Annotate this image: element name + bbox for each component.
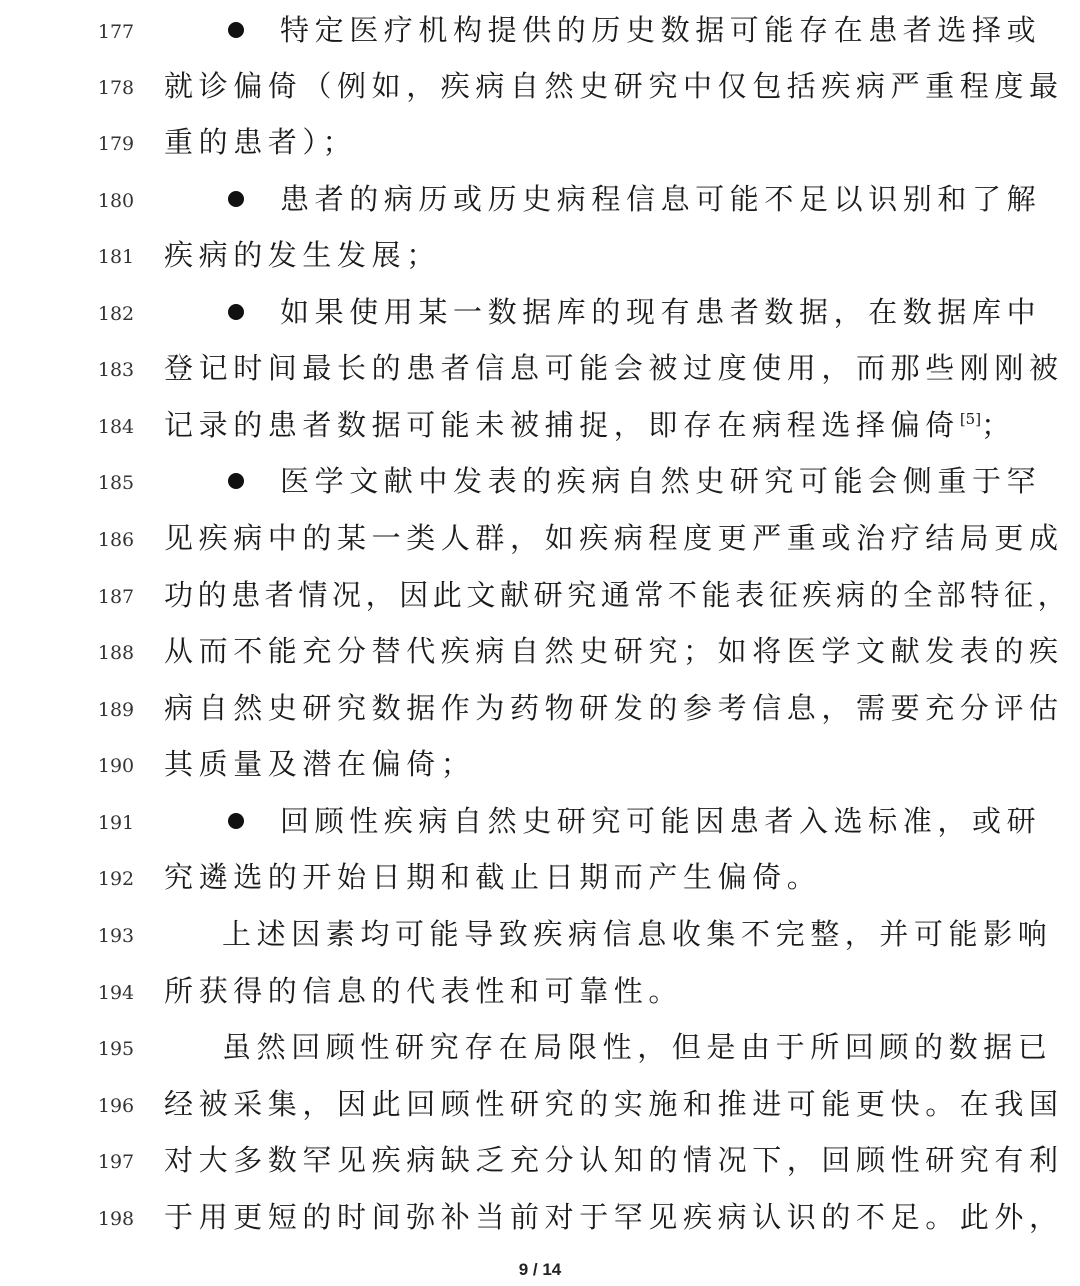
line-number: 188 <box>97 642 135 664</box>
line-text: 究遴选的开始日期和截止日期而产生偏倚。 <box>164 860 822 894</box>
line-number: 177 <box>97 21 135 43</box>
text-line <box>0 114 1080 170</box>
line-text <box>164 397 1016 453</box>
line-text-tail: ； <box>981 408 1016 442</box>
line-text-main: 记录的患者数据可能未被捕捉，即存在病程选择偏倚 <box>164 408 960 442</box>
line-number: 194 <box>97 982 135 1004</box>
line-text: 病自然史研究数据作为药物研发的参考信息，需要充分评估 <box>164 691 1064 725</box>
line-text: 患者的病历或历史病程信息可能不足以识别和了解 <box>280 182 1042 216</box>
text-line <box>0 284 1080 340</box>
bullet-icon <box>228 304 244 320</box>
line-number: 185 <box>97 472 135 494</box>
text-line <box>0 340 1080 396</box>
line-number: 196 <box>97 1095 135 1117</box>
text-line <box>0 906 1080 962</box>
line-number: 193 <box>97 925 135 947</box>
line-text: 如果使用某一数据库的现有患者数据，在数据库中 <box>280 295 1042 329</box>
text-line <box>0 1076 1080 1132</box>
text-line <box>0 849 1080 905</box>
line-text: 见疾病中的某一类人群，如疾病程度更严重或治疗结局更成 <box>164 521 1064 555</box>
bullet-icon <box>228 813 244 829</box>
line-number: 182 <box>97 303 135 325</box>
line-number: 190 <box>97 755 135 777</box>
line-text: 虽然回顾性研究存在局限性，但是由于所回顾的数据已 <box>222 1030 1053 1064</box>
bullet-icon <box>228 473 244 489</box>
text-line <box>0 1189 1080 1245</box>
line-text: 就诊偏倚（例如，疾病自然史研究中仅包括疾病严重程度最 <box>164 69 1064 103</box>
line-text: 特定医疗机构提供的历史数据可能存在患者选择或 <box>280 13 1042 47</box>
line-number: 180 <box>97 190 135 212</box>
line-text: 其质量及潜在偏倚； <box>164 747 476 781</box>
page-indicator: 9 / 14 <box>518 1260 562 1279</box>
text-line <box>0 623 1080 679</box>
text-line <box>0 2 1080 58</box>
line-number: 186 <box>97 529 135 551</box>
line-text: 医学文献中发表的疾病自然史研究可能会侧重于罕 <box>280 464 1042 498</box>
text-line <box>0 736 1080 792</box>
line-text: 于用更短的时间弥补当前对于罕见疾病认识的不足。此外， <box>164 1200 1064 1234</box>
line-text: 所获得的信息的代表性和可靠性。 <box>164 974 684 1008</box>
line-text: 登记时间最长的患者信息可能会被过度使用，而那些刚刚被 <box>164 351 1064 385</box>
line-text: 回顾性疾病自然史研究可能因患者入选标准，或研 <box>280 804 1042 838</box>
line-text: 疾病的发生发展； <box>164 238 441 272</box>
bullet-icon <box>228 22 244 38</box>
line-number: 178 <box>97 77 135 99</box>
line-number: 192 <box>97 868 135 890</box>
text-line <box>0 397 1080 453</box>
line-number: 187 <box>97 586 135 608</box>
line-text: 上述因素均可能导致疾病信息收集不完整，并可能影响 <box>222 917 1053 951</box>
line-text: 从而不能充分替代疾病自然史研究；如将医学文献发表的疾 <box>164 634 1064 668</box>
text-line <box>0 510 1080 566</box>
text-line <box>0 227 1080 283</box>
line-number: 184 <box>97 416 135 438</box>
line-number: 197 <box>97 1151 135 1173</box>
line-number: 198 <box>97 1208 135 1230</box>
text-line <box>0 567 1080 623</box>
citation-ref: [5] <box>959 410 982 428</box>
line-text: 重的患者）； <box>164 125 358 159</box>
line-number: 183 <box>97 359 135 381</box>
line-text: 功的患者情况，因此文献研究通常不能表征疾病的全部特征， <box>164 578 1072 612</box>
text-line <box>0 1132 1080 1188</box>
text-line <box>0 680 1080 736</box>
bullet-icon <box>228 191 244 207</box>
line-number: 191 <box>97 812 135 834</box>
line-text: 经被采集，因此回顾性研究的实施和推进可能更快。在我国 <box>164 1087 1064 1121</box>
line-number: 195 <box>97 1038 135 1060</box>
line-number: 179 <box>97 133 135 155</box>
line-number: 181 <box>97 246 135 268</box>
text-line <box>0 171 1080 227</box>
line-text: 对大多数罕见疾病缺乏充分认知的情况下，回顾性研究有利 <box>164 1143 1064 1177</box>
text-line <box>0 1019 1080 1075</box>
text-line <box>0 453 1080 509</box>
text-line <box>0 793 1080 849</box>
text-line <box>0 58 1080 114</box>
line-number: 189 <box>97 699 135 721</box>
text-line <box>0 963 1080 1019</box>
